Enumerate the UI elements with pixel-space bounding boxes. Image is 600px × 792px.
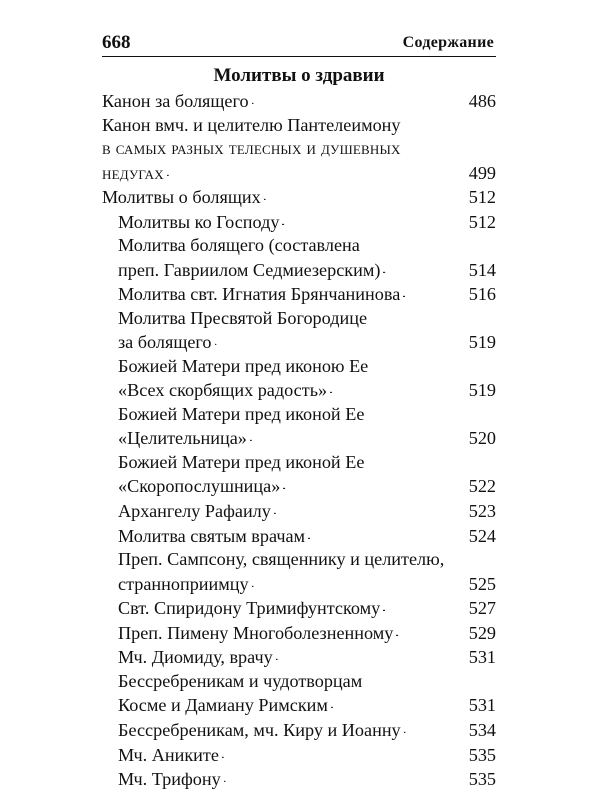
toc-page-number: 519: [468, 332, 496, 353]
dot-leader: [264, 185, 467, 203]
toc-entry[interactable]: [102, 645, 496, 670]
toc-entry-title-line: «Всех скорбящих радость»: [118, 380, 328, 401]
header-rule: [102, 56, 496, 57]
toc-page-number: 525: [468, 573, 496, 594]
toc-page-number: 522: [468, 476, 496, 497]
toc-entry-title-line: Бессребреникам, мч. Киру и Иоанну: [118, 719, 401, 740]
dot-leader: [252, 571, 467, 589]
toc-entry-title-line: странноприимцу: [118, 573, 249, 594]
dot-leader: [383, 258, 466, 276]
toc-entry-title-line: Божией Матери пред иконой Ее: [118, 451, 365, 472]
toc-page-number: 486: [468, 91, 496, 112]
dot-leader: [274, 499, 467, 517]
toc-entry[interactable]: [102, 89, 496, 114]
toc-page-number: 531: [468, 647, 496, 668]
toc-entry-title-line: за болящего: [118, 332, 212, 353]
dot-leader: [215, 330, 467, 348]
toc-entry[interactable]: [102, 234, 496, 282]
section-title: Молитвы о здравии: [213, 65, 385, 86]
dot-leader: [331, 693, 467, 711]
toc-entry[interactable]: [102, 523, 496, 548]
toc-page-number: 529: [468, 622, 496, 643]
toc-entry[interactable]: [102, 451, 496, 499]
dot-leader: [396, 621, 466, 639]
toc-entry-title-line: Божией Матери пред иконой Ее: [118, 403, 365, 424]
dot-leader: [308, 523, 467, 541]
toc-entry[interactable]: [102, 548, 496, 596]
toc-entry-title-line: Мч. Трифону: [118, 769, 221, 790]
toc-entry-title-line: «Целительница»: [118, 428, 247, 449]
toc-entry[interactable]: [102, 185, 496, 210]
dot-leader: [383, 596, 466, 614]
toc-entry[interactable]: [102, 767, 496, 792]
toc-entry-title-line: Свт. Спиридону Тримифунтскому: [118, 598, 381, 619]
toc-entry-title-line: Бессребреникам и чудотворцам: [118, 670, 363, 691]
toc-page-number: 514: [468, 259, 496, 280]
page-number: 668: [102, 32, 131, 53]
toc-page-number: 531: [468, 695, 496, 716]
dot-leader: [276, 645, 467, 663]
dot-leader: [167, 160, 467, 178]
toc-entry-title-line: Косме и Дамиану Римским: [118, 695, 328, 716]
toc-entry-title-line: Преп. Пимену Многоболезненному: [118, 622, 394, 643]
dot-leader: [283, 474, 466, 492]
dot-leader: [282, 210, 466, 228]
toc-page-number: 534: [468, 719, 496, 740]
toc-entry-title-line: недугах: [102, 162, 164, 184]
toc-page-number: 535: [468, 769, 496, 790]
dot-leader: [224, 767, 467, 785]
toc-entry-title-line: Мч. Диомиду, врачу: [118, 647, 273, 668]
toc-entry-title-line: Молитва свт. Игнатия Брянчанинова: [118, 284, 401, 305]
toc-page-number: 512: [468, 211, 496, 232]
dot-leader: [252, 89, 467, 107]
toc-entry-title-line: преп. Гавриилом Седмиезерским): [118, 259, 381, 280]
toc-entry[interactable]: [102, 210, 496, 235]
toc-entry-title-line: Мч. Аниките: [118, 744, 219, 765]
toc-entry[interactable]: [102, 621, 496, 646]
toc-page-number: 519: [468, 380, 496, 401]
toc-entry[interactable]: [102, 114, 496, 185]
toc-entry[interactable]: [102, 670, 496, 718]
toc-entry-title-line: «Скоропослушница»: [118, 476, 281, 497]
toc-entry-title-line: Молитва Пресвятой Богородице: [118, 307, 368, 328]
dot-leader: [403, 282, 466, 300]
dot-leader: [222, 742, 467, 760]
toc-entry[interactable]: [102, 307, 496, 355]
dot-leader: [250, 426, 467, 444]
toc-entry-title-line: Канон вмч. и целителю Пантелеимону: [102, 114, 401, 135]
running-title: Содержание: [402, 34, 494, 51]
toc-page-number: 512: [468, 187, 496, 208]
toc-page-number: 520: [468, 428, 496, 449]
toc-entry-title-line: Преп. Сампсону, священнику и целителю,: [118, 548, 445, 569]
toc-page-number: 516: [468, 284, 496, 305]
toc-page-number: 527: [468, 598, 496, 619]
toc-entry[interactable]: [102, 596, 496, 621]
toc-entry-title-line: Молитва болящего (составлена: [118, 235, 360, 256]
toc-page-number: 499: [468, 162, 496, 183]
toc-page-number: 524: [468, 525, 496, 546]
toc-entry[interactable]: [102, 403, 496, 451]
dot-leader: [404, 718, 467, 736]
toc-entry-title-line: в самых разных телесных и душевных: [102, 138, 401, 159]
toc-entry-title-line: Божией Матери пред иконою Ее: [118, 355, 369, 376]
toc-entry-title-line: Архангелу Рафаилу: [118, 500, 271, 521]
toc-list: [102, 89, 496, 792]
toc-page-number: 523: [468, 500, 496, 521]
toc-entry[interactable]: [102, 742, 496, 767]
toc-entry[interactable]: [102, 718, 496, 743]
dot-leader: [330, 378, 467, 396]
toc-entry[interactable]: [102, 499, 496, 524]
toc-entry[interactable]: [102, 355, 496, 403]
toc-entry-title-line: Молитвы о болящих: [102, 187, 261, 208]
toc-entry-title-line: Молитвы ко Господу: [118, 211, 280, 232]
toc-entry-title-line: Молитва святым врачам: [118, 525, 306, 546]
page-header: [102, 31, 496, 55]
toc-entry-title-line: Канон за болящего: [102, 91, 249, 112]
toc-entry[interactable]: [102, 282, 496, 307]
toc-page-number: 535: [468, 744, 496, 765]
